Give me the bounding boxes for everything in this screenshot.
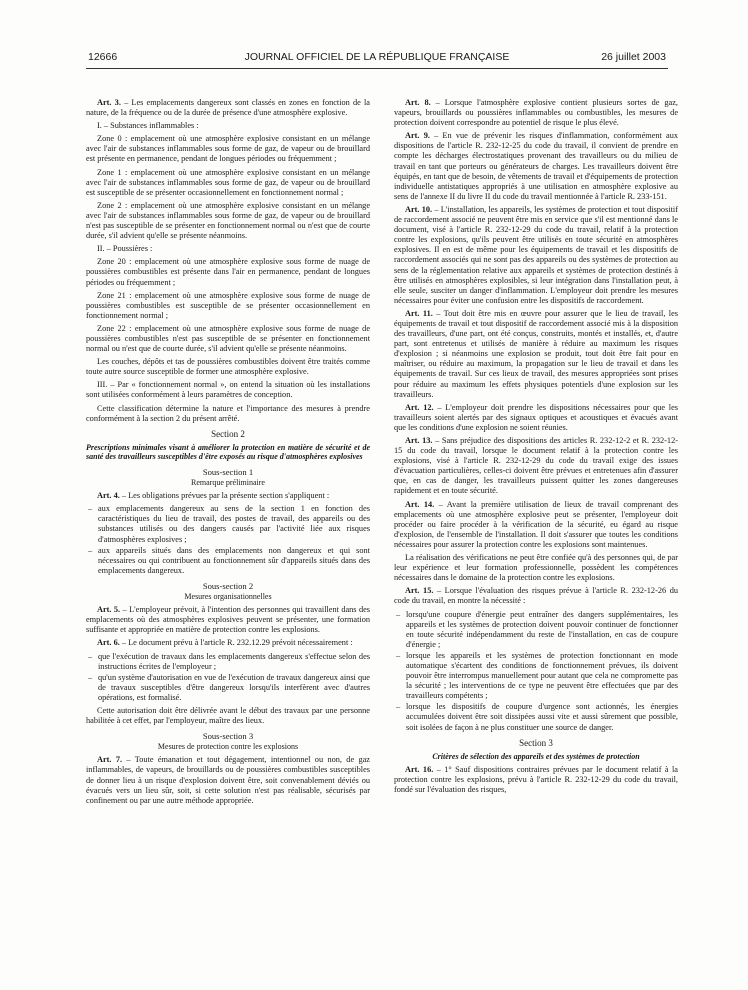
article-5 [86, 605, 370, 635]
dust-heading: II. – Poussières : [97, 244, 153, 254]
article-12 [394, 403, 678, 433]
zone-1: Zone 1 : emplacement où une atmosphère explosive consistant en un mélange avec l'air de substances inflammables sous forme de gaz, de vapeur ou de brouillard est susceptible de se présenter occasionnellement en fonctionnement normal ; [86, 167, 370, 197]
article-text: – Les obligations prévues par la présente section s'appliquent : [119, 491, 330, 501]
section-2-title: Prescriptions minimales visant à améliorer la protection en matière de sécurité et de santé des travailleurs susceptibles d'être exposés au risque d'atmosphères explosives [86, 442, 370, 462]
article-4 [86, 491, 370, 501]
article-label: Art. 4. [97, 491, 120, 501]
article-text: – Sans préjudice des dispositions des articles R. 232-12-2 et R. 232-12-15 du code du travail, lorsque le document relatif à la protection contre les explosions, visé à l'article R. 232-12-29 du code du travail exige des issues d'évacuation particulières, celles-ci doivent être prévues et entretenues afin d'assurer que, en cas de danger, les travailleurs puissent quitter les zones dangereuses rapidement et en toute sécurité. [394, 436, 678, 496]
subsection-2-title: Mesures organisationnelles [184, 592, 272, 602]
list-item: – aux emplacements dangereux au sens de la section 1 en fonction des caractéristiques du lieu de travail, des postes de travail, des appareils ou des substances utilisés ou des dangers causés par l'activité liée aux risques d'atmosphères explosives ; [86, 504, 370, 544]
article-label: Art. 14. [405, 499, 435, 509]
list-item: – qu'un système d'autorisation en vue de l'exécution de travaux dangereux ainsi que de travaux susceptibles d'être dangereux lorsqu'ils interfèrent avec d'autres opérations, est formalisé. [86, 673, 370, 703]
subsection-1-heading: Sous-section 1 [202, 467, 254, 477]
header-divider [86, 68, 668, 69]
article-label: Art. 16. [405, 764, 434, 774]
article-6-list [86, 652, 370, 703]
list-item: – lorsque les dispositifs de coupure d'urgence sont actionnés, les énergies accumulées doivent être soit dissipées aussi vite et aussi sûrement que possible, soit isolées de façon à ne plus constituer une source de danger. [394, 702, 678, 732]
article-text: – Le document prévu à l'article R. 232.12.29 prévoit nécessairement : [119, 638, 353, 648]
article-text: – L'installation, les appareils, les systèmes de protection et tout dispositif de raccordement associé ne peuvent être mis en service que s'il est mentionné dans le document, visé à l'article R. 232-12-29 du code du travail, relatif à la protection contre les explosions, qu'ils peuvent être utilisés en toute sécurité en atmosphères explosives. Il en est de même pour les équipements de travail et les dispositifs de raccordement associés qui ne sont pas des appareils ou des systèmes de protection au sens de la réglementation relative aux appareils et systèmes de protection destinés à être utilisés en atmosphères explosibles, si leur intégration dans l'installation peut, à elle seule, susciter un danger d'inflammation. L'employeur doit prendre les mesures nécessaires pour éviter une confusion entre les dispositifs de raccordement. [394, 204, 678, 305]
article-text: – Lorsque l'évaluation des risques prévue à l'article R. 232-12-26 du code du travail, en montre la nécessité : [394, 586, 678, 606]
list-item: – que l'exécution de travaux dans les emplacements dangereux s'effectue selon des instructions écrites de l'employeur ; [86, 652, 370, 672]
page-header [88, 50, 666, 64]
article-label: Art. 6. [97, 638, 120, 648]
section-3-heading: Section 3 [519, 737, 553, 748]
article-6 [86, 638, 370, 648]
article-text: – L'employeur prévoit, à l'intention des personnes qui travaillent dans des emplacements où des atmosphères explosives peuvent se présenter, une formation suffisante et appropriée en matière de protection contre les explosions. [86, 605, 370, 635]
list-item: – lorsque les appareils et les systèmes de protection fonctionnant en mode automatique s'écartent des conditions de fonctionnement prévues, ils doivent pouvoir être interrompus manuellement pour autant que cela ne compromette pas la sécurité ; les interventions de ce type ne peuvent être effectuées que par des travailleurs compétents ; [394, 651, 678, 701]
journal-title: JOURNAL OFFICIEL DE LA RÉPUBLIQUE FRANÇAISE [244, 51, 510, 63]
article-label: Art. 3. [97, 98, 121, 107]
subsection-3-title: Mesures de protection contre les explosions [157, 742, 299, 752]
list-item: – aux appareils situés dans des emplacements non dangereux et qui sont nécessaires ou qui contribuent au fonctionnement sûr d'appareils situés dans des emplacements dangereux. [86, 546, 370, 576]
section-3-title: Critères de sélection des appareils et des systèmes de protection [432, 751, 640, 761]
substances-heading: I. – Substances inflammables : [97, 121, 199, 131]
article-text: – Tout doit être mis en œuvre pour assurer que le lieu de travail, les équipements de travail et tout dispositif de raccordement associé mis à la disposition des travailleurs, d'une part, ont été conçus, construits, montés et installés, et, d'autre part, sont entretenus et utilisés de manière à réduire au maximum les risques d'explosion ; si néanmoins une explosion se produit, tout doit être fait pour en maîtriser, ou réduire au maximum, la propagation sur le lieu de travail et dans les équipements de travail. Sur ces lieux de travail, des mesures appropriées sont prises pour réduire au maximum les effets physiques potentiels d'une explosion sur les travailleurs. [394, 308, 678, 399]
article-label: Art. 13. [405, 436, 433, 445]
article-text: – Les emplacements dangereux sont classés en zones en fonction de la nature, de la fréquence ou de la durée de présence d'une atmosphère explosive. [86, 98, 370, 118]
article-text: – Avant la première utilisation de lieux de travail comprenant des emplacements où une atmosphère explosive peut se présenter, l'employeur doit procéder ou faire procéder à la vérification de la sécurité, eu égard au risque d'explosion, de l'ensemble de l'installation. Il doit s'assurer que toutes les conditions nécessaires pour assurer la protection contre les explosions sont maintenues. [394, 499, 678, 549]
article-label: Art. 7. [97, 755, 123, 765]
subsection-1-title: Remarque préliminaire [191, 478, 265, 488]
article-7 [86, 755, 370, 805]
publication-date: 26 juillet 2003 [601, 51, 666, 63]
normal-operation-paragraph: III. – Par « fonctionnement normal », on entend la situation où les installations sont utilisées conformément à leurs paramètres de conception. [86, 380, 370, 400]
article-4-list [86, 504, 370, 576]
article-text: – 1° Sauf dispositions contraires prévues par le document relatif à la protection contre les explosions, prévu à l'article R. 232-12-29 du code du travail, fondé sur l'évaluation des risques, [394, 764, 678, 794]
article-16 [394, 765, 678, 795]
article-15-list [394, 610, 678, 733]
article-text: – Toute émanation et tout dégagement, intentionnel ou non, de gaz inflammables, de vapeurs, de brouillards ou de poussières combustibles susceptibles de donner lieu à un risque d'explosion doivent être, soit convenablement déviés ou évacués vers un lieu sûr, soit, si cette solution n'est pas réalisable, sécurisés par confinement ou par une autre méthode appropriée. [86, 755, 370, 805]
article-9 [394, 131, 678, 202]
article-label: Art. 9. [405, 131, 430, 141]
article-label: Art. 8. [405, 98, 431, 107]
article-10 [394, 205, 678, 306]
article-label: Art. 5. [97, 605, 121, 615]
article-3 [86, 98, 370, 118]
article-8 [394, 98, 678, 128]
zone-2: Zone 2 : emplacement où une atmosphère explosive consistant en un mélange avec l'air de substances inflammables sous forme de gaz, de vapeur ou de brouillard n'est pas susceptible de se présenter en fonctionnement normal ou n'est que de courte durée, s'il advient qu'elle se présente néanmoins. [86, 200, 370, 241]
page-number: 12666 [88, 51, 118, 63]
subsection-3-heading: Sous-section 3 [202, 731, 254, 742]
article-label: Art. 10. [405, 204, 433, 214]
article-14-verification: La réalisation des vérifications ne peut être confiée qu'à des personnes qui, de par leur expérience et leur formation professionnelle, possèdent les compétences nécessaires dans le domaine de la protection contre les explosions. [394, 553, 678, 583]
article-13 [394, 436, 678, 497]
zone-21: Zone 21 : emplacement où une atmosphère explosive sous forme de nuage de poussières combustibles est susceptible de se présenter occasionnellement en fonctionnement normal ; [86, 290, 370, 320]
article-11 [394, 309, 678, 400]
zone-0: Zone 0 : emplacement où une atmosphère explosive consistant en un mélange avec l'air de substances inflammables sous forme de gaz, de vapeur ou de brouillard est présente en permanence, pendant de longues périodes ou fréquemment ; [86, 134, 370, 164]
right-column [394, 98, 678, 798]
article-text: – En vue de prévenir les risques d'inflammation, conformément aux dispositions de l'article R. 232-12-25 du code du travail, il convient de prendre en compte les décharges électrostatiques provenant des travailleurs ou du milieu de travail en tant que porteurs ou générateurs de charges. Les travailleurs doivent être équipés, en tant que de besoin, de vêtements de travail et d'équipements de protection individuelle antistatiques appropriés à une utilisation en atmosphère explosive au sens de l'annexe II du livre II du code du travail mentionnée à l'article R. 233-151. [394, 131, 679, 201]
subsection-2-heading: Sous-section 2 [202, 580, 254, 591]
zone-20: Zone 20 : emplacement où une atmosphère explosive sous forme de nuage de poussières combustibles est présente dans l'air en permanence, pendant de longues périodes ou fréquemment ; [86, 257, 370, 287]
article-text: – Lorsque l'atmosphère explosive contient plusieurs sortes de gaz, vapeurs, brouillards ou poussières inflammables ou combustibles, les mesures de protection doivent correspondre au potentiel de risque le plus élevé. [394, 98, 678, 128]
zone-22: Zone 22 : emplacement où une atmosphère explosive sous forme de nuage de poussières combustibles n'est pas susceptible de se présenter en fonctionnement normal ou n'est que de courte durée, s'il advient qu'elle se présente néanmoins. [86, 323, 370, 354]
article-15 [394, 586, 678, 606]
article-label: Art. 11. [405, 308, 433, 318]
article-label: Art. 15. [405, 586, 434, 596]
article-label: Art. 12. [405, 402, 434, 412]
article-6-authorization: Cette autorisation doit être délivrée avant le début des travaux par une personne habilitée à cet effet, par l'employeur, maître des lieux. [86, 705, 370, 726]
dust-layers-paragraph: Les couches, dépôts et tas de poussières combustibles doivent être traités comme toute autre source susceptible de former une atmosphère explosive. [86, 357, 370, 377]
article-text: – L'employeur doit prendre les dispositions nécessaires pour que les travailleurs soient alertés par des signaux optiques et acoustiques et évacués avant que les conditions d'une explosion ne soient réunies. [394, 402, 678, 432]
article-14 [394, 500, 678, 550]
list-item: – lorsqu'une coupure d'énergie peut entraîner des dangers supplémentaires, les appareils et les systèmes de protection doivent pouvoir continuer de fonctionner en toute sécurité indépendamment du reste de l'installation, en cas de coupure d'énergie ; [394, 610, 678, 650]
section-2-heading: Section 2 [211, 428, 245, 439]
classification-paragraph: Cette classification détermine la nature et l'importance des mesures à prendre conformément à la section 2 du présent arrêté. [86, 403, 370, 423]
left-column [86, 98, 370, 809]
